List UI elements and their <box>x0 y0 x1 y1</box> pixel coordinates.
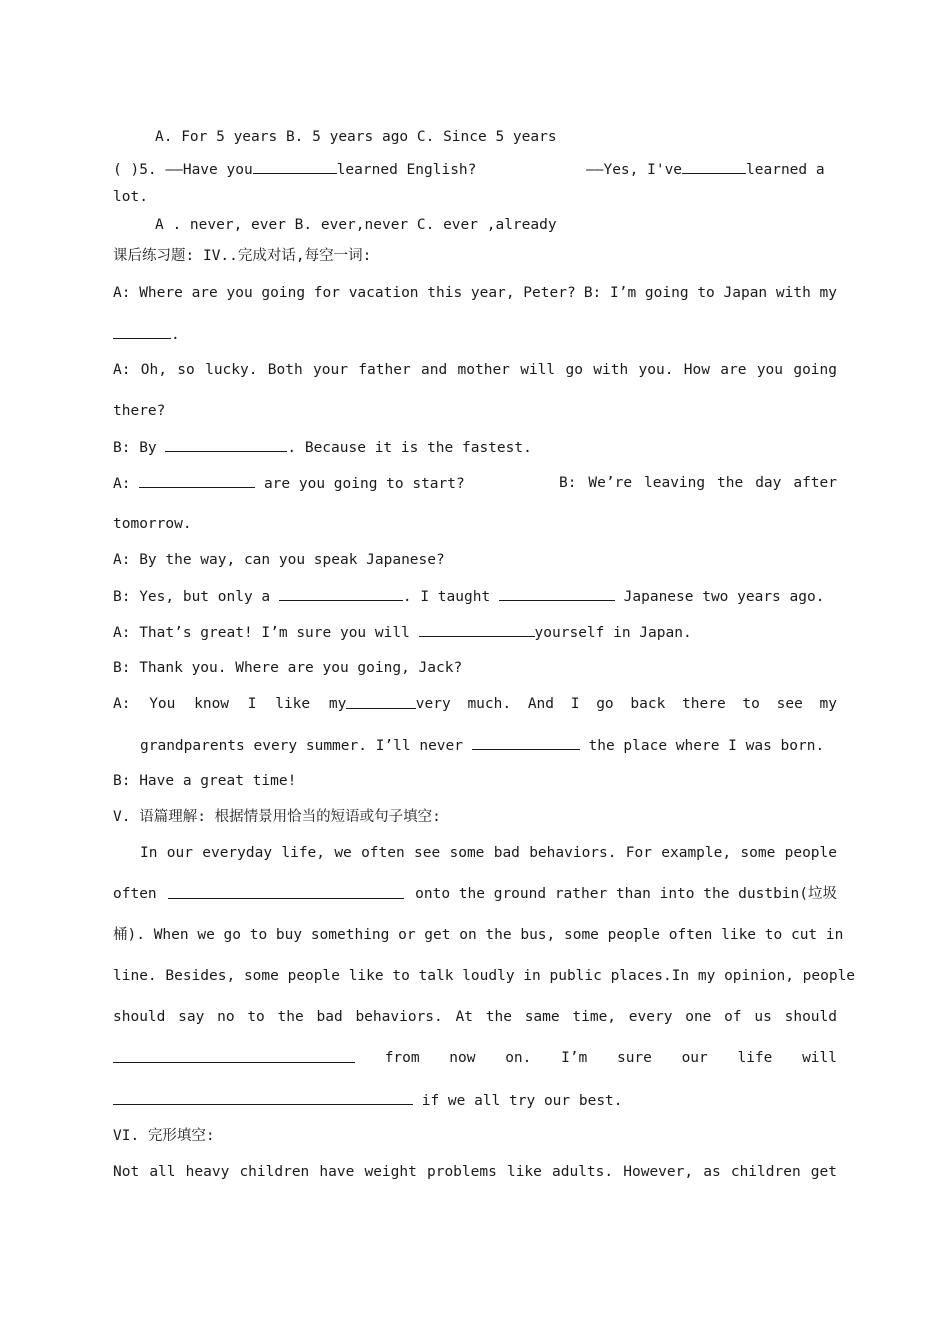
dialogue-line-3: A: Oh, so lucky. Both your father and mother will go with you. How are you going <box>113 362 837 378</box>
dialogue-line-13 <box>113 735 837 756</box>
dialogue-line-12-b: very much. And I go back there to see my <box>415 696 837 712</box>
dialogue-line-8: A: By the way, can you speak Japanese? <box>113 552 445 568</box>
q5-text-1: ——Have you <box>165 162 253 178</box>
question-5 <box>113 159 837 180</box>
q5-text-2: learned English? <box>336 162 477 178</box>
dialogue-blank-3[interactable] <box>139 473 255 488</box>
passage-5-line-7 <box>113 1090 837 1111</box>
dialogue-line-5-b: . Because it is the fastest. <box>287 440 532 456</box>
q5-options: A . never, ever B. ever,never C. ever ,already <box>155 217 557 233</box>
dialogue-line-13-a: grandparents every summer. I’ll never <box>140 738 464 754</box>
q4-options: A. For 5 years B. 5 years ago C. Since 5 years <box>155 129 557 145</box>
dialogue-line-4: there? <box>113 403 166 419</box>
dialogue-line-5 <box>113 437 837 458</box>
dialogue-blank-6[interactable] <box>419 622 535 637</box>
passage-5-line-2-a: often <box>113 886 157 902</box>
passage-5-line-2 <box>113 884 837 904</box>
dialogue-line-1-a: A: Where are you going for vacation this year, Peter? <box>113 285 576 301</box>
passage-5-word: will <box>802 1050 837 1066</box>
dialogue-line-1-b: B: I’m going to Japan with my <box>583 285 837 301</box>
passage-blank-3[interactable] <box>113 1090 413 1105</box>
q5-reply <box>586 159 825 180</box>
q5-text-4: learned a <box>746 162 825 178</box>
dialogue-line-10 <box>113 622 837 643</box>
q5-blank-2[interactable] <box>682 159 746 174</box>
passage-blank-1[interactable] <box>168 884 404 899</box>
section-6-heading: VI. 完形填空: <box>113 1128 215 1144</box>
passage-5-word: now <box>449 1050 476 1066</box>
passage-5-line-5: should say no to the bad behaviors. At the same time, every one of us should <box>113 1009 837 1025</box>
dialogue-line-6-c: B: We’re leaving the day after <box>559 475 837 491</box>
dialogue-line-9-a: B: Yes, but only a <box>113 589 271 605</box>
section-5-heading: V. 语篇理解: 根据情景用恰当的短语或句子填空: <box>113 809 441 825</box>
passage-5-word: our <box>681 1050 708 1066</box>
dialogue-blank-2[interactable] <box>165 437 287 452</box>
dialogue-blank-8[interactable] <box>472 735 580 750</box>
passage-5-line-2-b: onto the ground rather than into the dustbin(垃圾 <box>415 886 837 902</box>
passage-5-word: on. <box>505 1050 532 1066</box>
dialogue-line-2 <box>113 324 837 345</box>
dialogue-line-12-a: A: You know I like my <box>113 696 347 712</box>
passage-5-line-1: In our everyday life, we often see some bad behaviors. For example, some people <box>140 845 837 861</box>
dialogue-line-9 <box>113 586 837 607</box>
dialogue-line-6-b: are you going to start? <box>263 476 465 492</box>
dialogue-line-9-c: Japanese two years ago. <box>623 589 825 605</box>
dialogue-line-6 <box>113 473 837 494</box>
q5-blank-1[interactable] <box>253 159 337 174</box>
dialogue-line-5-a: B: By <box>113 440 157 456</box>
passage-5-word: from <box>384 1050 420 1066</box>
dialogue-line-13-b: the place where I was born. <box>588 738 825 754</box>
passage-blank-2[interactable] <box>113 1048 355 1063</box>
dialogue-line-6-a: A: <box>113 476 131 492</box>
dialogue-line-1 <box>113 283 837 303</box>
dialogue-blank-7[interactable] <box>346 694 415 709</box>
passage-5-word: sure <box>616 1050 652 1066</box>
dialogue-blank-5[interactable] <box>499 586 615 601</box>
dialogue-line-10-b: yourself in Japan. <box>534 625 692 641</box>
dialogue-line-12 <box>113 694 837 714</box>
passage-5-word: life <box>737 1050 773 1066</box>
q5-continuation: lot. <box>113 189 148 205</box>
section-4-heading: 课后练习题: IV..完成对话,每空一词: <box>113 248 372 264</box>
dialogue-line-10-a: A: That’s great! I’m sure you will <box>113 625 410 641</box>
dialogue-line-2-end: . <box>171 327 180 343</box>
passage-5-line-3: 桶). When we go to buy something or get on the bus, some people often like to cut in <box>113 927 844 943</box>
q5-answer-paren: ( )5. <box>113 162 157 178</box>
q5-text-3: ——Yes, I've <box>586 162 683 178</box>
passage-5-line-6 <box>113 1048 837 1068</box>
dialogue-line-9-b: . I taught <box>402 589 491 605</box>
passage-5-line-7-text: if we all try our best. <box>421 1093 623 1109</box>
dialogue-blank-1[interactable] <box>113 324 171 339</box>
passage-6-line-1: Not all heavy children have weight problems like adults. However, as children get <box>113 1164 837 1180</box>
passage-5-word: I’m <box>561 1050 588 1066</box>
dialogue-line-11: B: Thank you. Where are you going, Jack? <box>113 660 463 676</box>
dialogue-line-14: B: Have a great time! <box>113 773 297 789</box>
dialogue-line-7: tomorrow. <box>113 516 192 532</box>
passage-5-line-4: line. Besides, some people like to talk loudly in public places.In my opinion, people <box>113 968 856 984</box>
dialogue-blank-4[interactable] <box>279 586 403 601</box>
